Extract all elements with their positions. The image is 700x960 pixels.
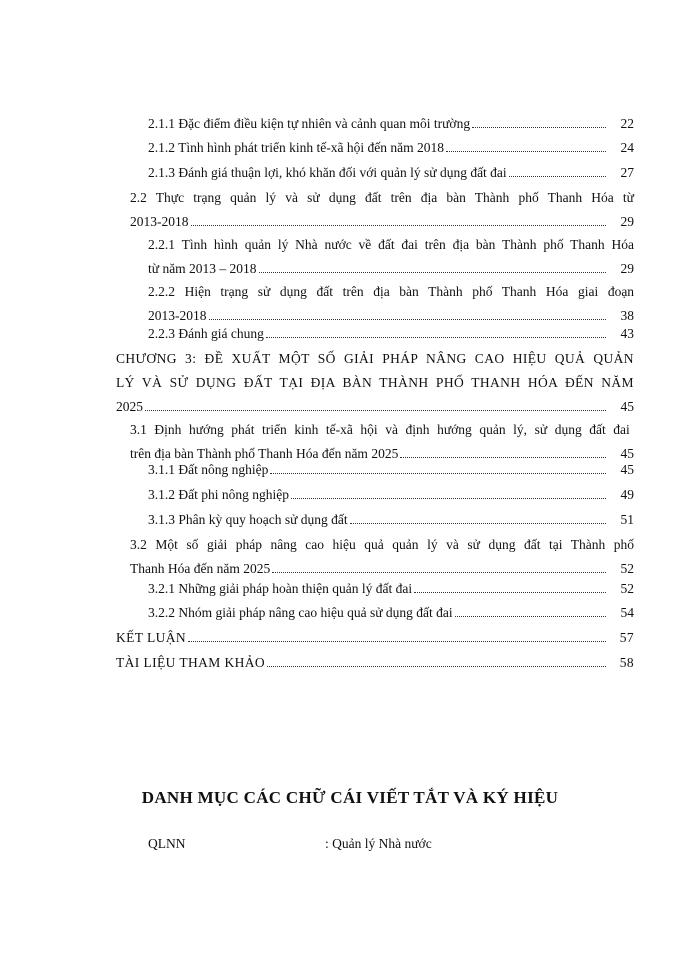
toc-entry-3-1-3[interactable] <box>148 508 634 532</box>
toc-entry-text-line2: Thanh Hóa đến năm 2025 <box>130 561 271 576</box>
toc-entry-3-2-1[interactable] <box>148 577 634 601</box>
toc-page-number: 52 <box>620 561 634 576</box>
toc-entry-text-line1: 2.2.1 Tình hình quản lý Nhà nước về đất đai trên địa bàn Thành phố Thanh Hóa <box>148 237 634 252</box>
toc-entry-text-line2: 2013-2018 <box>148 308 207 323</box>
toc-page-number: 24 <box>620 140 634 155</box>
toc-entry-3-1-2[interactable] <box>148 483 634 507</box>
toc-entry-text: 3.1.2 Đất phi nông nghiệp <box>148 487 289 502</box>
toc-entry-text-line1: CHƯƠNG 3: ĐỀ XUẤT MỘT SỐ GIẢI PHÁP NÂNG CAO HIỆU QUẢ QUẢN <box>116 351 634 366</box>
dot-leader <box>267 665 606 667</box>
dot-leader <box>414 591 606 593</box>
toc-page-number: 58 <box>619 655 634 670</box>
toc-entry-text: 3.2.2 Nhóm giải pháp nâng cao hiệu quả sử dụng đất đai <box>148 605 453 620</box>
dot-leader <box>259 271 606 273</box>
toc-entry-text: 2.1.1 Đặc điểm điều kiện tự nhiên và cảnh quan môi trường <box>148 116 471 131</box>
toc-entry-text: TÀI LIỆU THAM KHẢO <box>116 655 266 670</box>
toc-page-number: 54 <box>620 605 634 620</box>
toc-entry-conclusion[interactable] <box>116 626 634 650</box>
dot-leader <box>191 224 607 226</box>
dot-leader <box>472 126 606 128</box>
toc-entry-text: 3.1.1 Đất nông nghiệp <box>148 462 269 477</box>
toc-entry-text: 2.2.3 Đánh giá chung <box>148 326 264 341</box>
dot-leader <box>446 150 606 152</box>
toc-entry-text-line2: trên địa bàn Thành phố Thanh Hóa đến năm 2025 <box>130 446 399 461</box>
toc-entry-text-line1: 2.2.2 Hiện trạng sử dụng đất trên địa bàn Thành phố Thanh Hóa giai đoạn <box>148 284 635 299</box>
toc-entry-text: 3.1.3 Phân kỳ quy hoạch sử dụng đất <box>148 512 348 527</box>
toc-entry-2-2-1[interactable] <box>148 233 634 281</box>
dot-leader <box>455 615 606 617</box>
toc-entry-2-1-2[interactable] <box>148 136 634 160</box>
toc-page-number: 45 <box>620 462 634 477</box>
toc-entry-3-1-1[interactable] <box>148 458 634 482</box>
dot-leader <box>291 497 606 499</box>
toc-entry-text: 2.1.3 Đánh giá thuận lợi, khó khăn đối với quản lý sử dụng đất đai <box>148 165 507 180</box>
toc-entry-text-line2: từ năm 2013 – 2018 <box>148 261 257 276</box>
abbreviation-meaning: : Quản lý Nhà nước <box>325 836 432 851</box>
toc-page-number: 27 <box>620 165 634 180</box>
toc-page-number: 51 <box>620 512 634 527</box>
toc-entry-text-line1: 3.1 Định hướng phát triển kinh tế-xã hội và định hướng quản lý, sử dụng đất đai <box>130 422 630 437</box>
toc-entry-2-1-3[interactable] <box>148 161 634 185</box>
toc-entry-text: 2.1.2 Tình hình phát triển kinh tế-xã hội đến năm 2018 <box>148 140 444 155</box>
toc-entry-chapter-3[interactable] <box>116 347 634 419</box>
toc-entry-text: KẾT LUẬN <box>116 630 187 645</box>
toc-page-number: 57 <box>619 630 634 645</box>
dot-leader <box>350 522 606 524</box>
abbreviation-term: QLNN <box>148 836 186 851</box>
toc-page-number: 29 <box>620 214 634 229</box>
toc-entry-text-line2: LÝ VÀ SỬ DỤNG ĐẤT TẠI ĐỊA BÀN THÀNH PHỐ THANH HÓA ĐẾN NĂM <box>116 375 634 390</box>
toc-entry-2-1-1[interactable] <box>148 112 634 136</box>
dot-leader <box>209 318 607 320</box>
toc-page-number: 43 <box>620 326 634 341</box>
toc-entry-text-line2: 2013-2018 <box>130 214 189 229</box>
toc-entry-text: 3.2.1 Những giải pháp hoàn thiện quản lý đất đai <box>148 581 413 596</box>
toc-entry-2-2-3[interactable] <box>148 322 634 346</box>
toc-entry-references[interactable] <box>116 651 634 675</box>
toc-page-number: 45 <box>620 446 634 461</box>
toc-page-number: 38 <box>620 308 634 323</box>
dot-leader <box>145 409 606 411</box>
toc-entry-text-line1: 3.2 Một số giải pháp nâng cao hiệu quả quản lý và sử dụng đất tại Thành phố <box>130 537 635 552</box>
toc-page-number: 52 <box>620 581 634 596</box>
dot-leader <box>266 336 606 338</box>
toc-entry-text-line1: 2.2 Thực trạng quản lý và sử dụng đất trên địa bàn Thành phố Thanh Hóa từ <box>130 190 634 205</box>
toc-entry-2-2-2[interactable] <box>148 280 634 328</box>
toc-entry-3-2-2[interactable] <box>148 601 634 625</box>
toc-entry-2-2[interactable] <box>130 186 634 234</box>
toc-entry-3-2[interactable] <box>130 533 634 581</box>
dot-leader <box>270 472 606 474</box>
toc-page-number: 29 <box>620 261 634 276</box>
dot-leader <box>272 571 606 573</box>
dot-leader <box>509 175 606 177</box>
toc-page-number: 49 <box>620 487 634 502</box>
abbreviations-heading: DANH MỤC CÁC CHỮ CÁI VIẾT TẮT VÀ KÝ HIỆU <box>141 788 559 807</box>
toc-page-number: 45 <box>620 399 634 414</box>
dot-leader <box>188 640 606 642</box>
toc-page-number: 22 <box>620 116 634 131</box>
toc-entry-text-line3: 2025 <box>116 399 143 414</box>
